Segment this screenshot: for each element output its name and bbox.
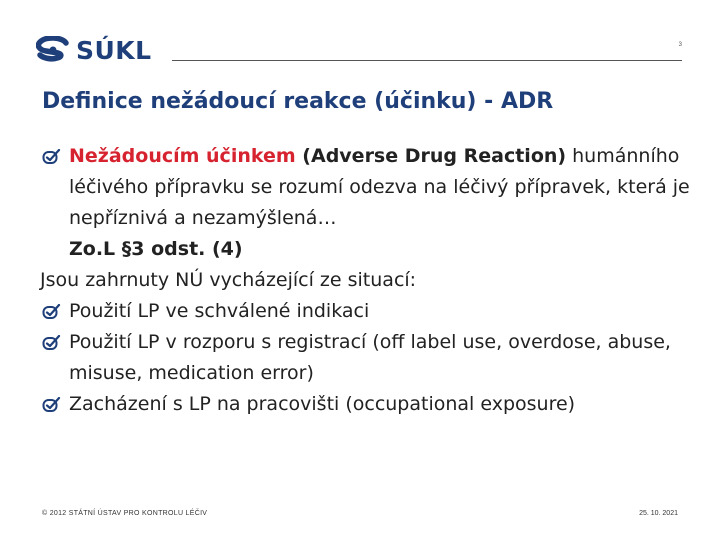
bullet-icon <box>42 304 61 320</box>
definition-term-en: (Adverse Drug Reaction) <box>295 145 567 167</box>
definition-item <box>40 141 700 265</box>
definition-term: Nežádoucím účinkem <box>69 145 296 167</box>
bullet-icon <box>42 149 61 165</box>
intro-text: Jsou zahrnuty NÚ vycházející ze situací: <box>40 269 417 291</box>
definition-citation: Zo.L §3 odst. (4) <box>69 238 243 260</box>
list-item <box>40 296 700 327</box>
sukl-logo-icon <box>36 36 70 64</box>
slide-content <box>40 141 700 420</box>
list-item-text: Použití LP v rozporu s registrací (off label use, overdose, abuse, misuse, medication error) <box>69 331 671 384</box>
footer-copyright: © 2012 STÁTNÍ ÚSTAV PRO KONTROLU LÉČIV <box>42 510 208 517</box>
list-item <box>40 327 700 389</box>
list-item-text: Zacházení s LP na pracovišti (occupational exposure) <box>69 393 576 415</box>
slide-title: Definice nežádoucí reakce (účinku) - ADR <box>42 89 554 114</box>
list-item-text: Použití LP ve schválené indikaci <box>69 300 370 322</box>
logo-text: SÚKL <box>76 35 152 65</box>
page-number: 3 <box>678 42 682 48</box>
list-item <box>40 389 700 420</box>
header-divider <box>172 60 682 61</box>
bullet-icon <box>42 397 61 413</box>
footer-date: 25. 10. 2021 <box>639 510 678 517</box>
definition-body: humánního léčivého přípravku se rozumí odezva na léčivý přípravek, která je nepříznivá a nezamýšlená… <box>69 145 690 229</box>
bullet-icon <box>42 335 61 351</box>
sukl-logo <box>36 33 152 67</box>
